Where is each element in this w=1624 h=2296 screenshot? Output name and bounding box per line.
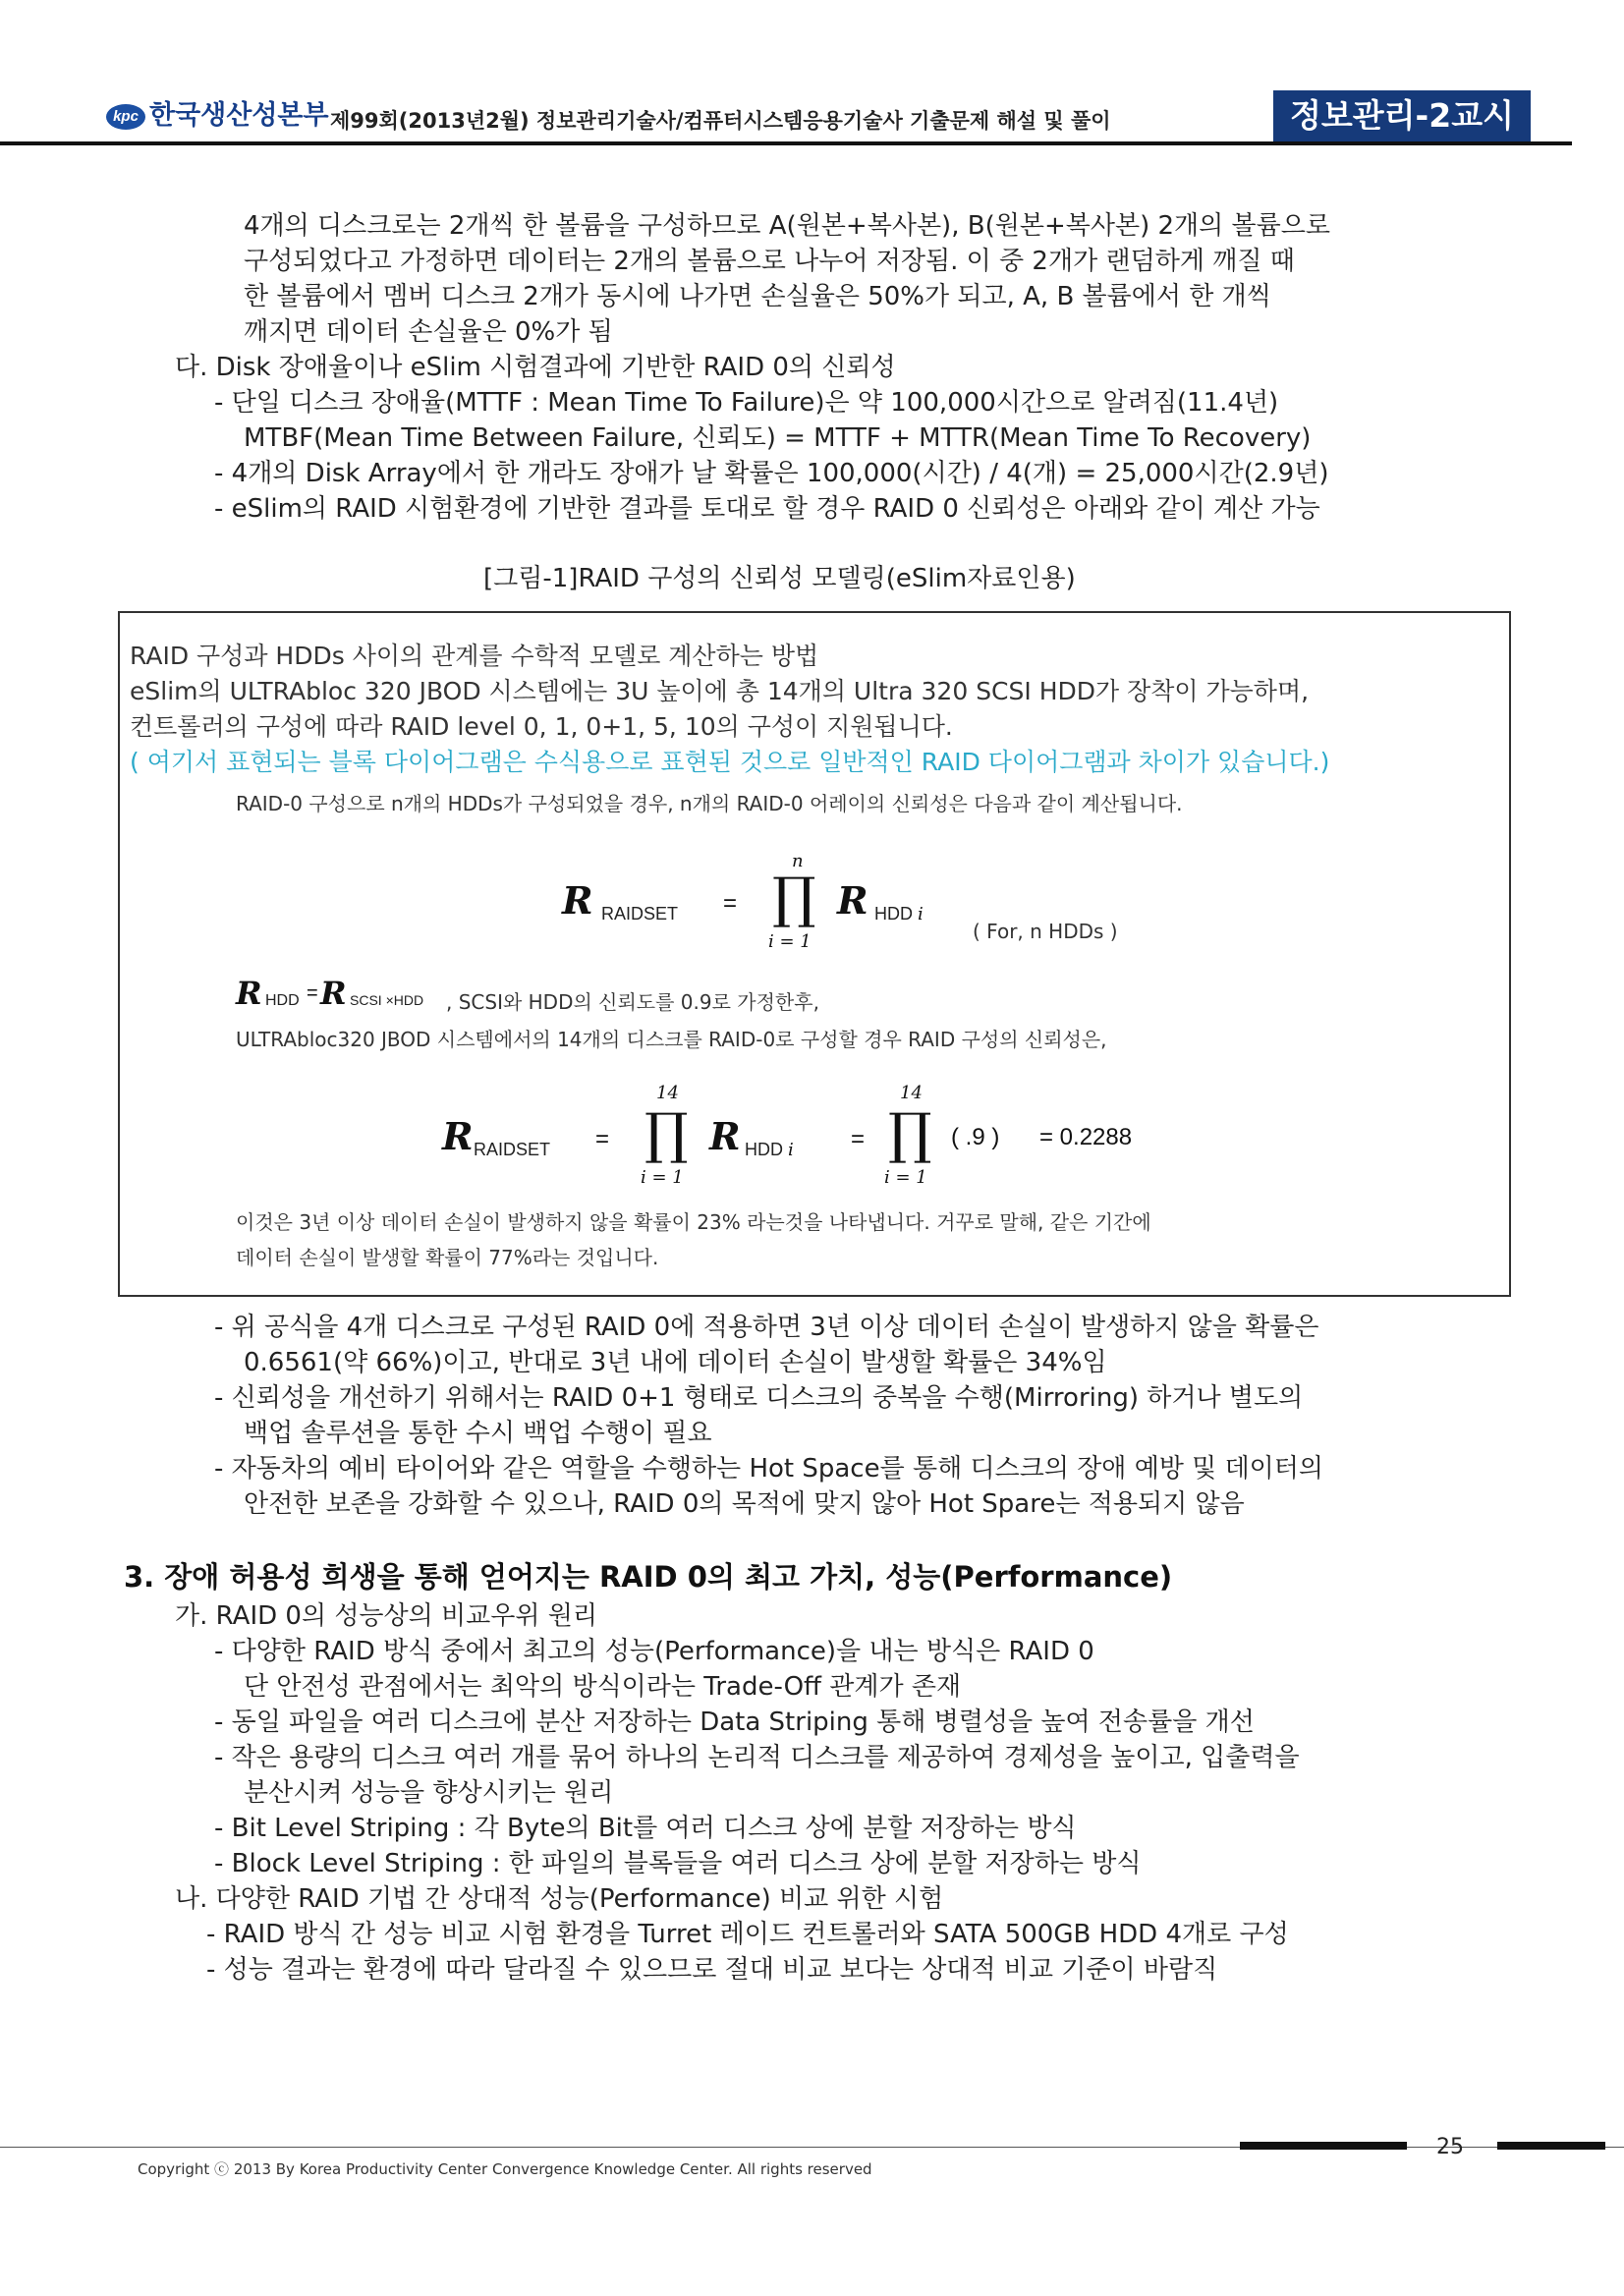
formula-equals: = — [595, 1126, 610, 1152]
section-heading-da: 다. Disk 장애율이나 eSlim 시험결과에 기반한 RAID 0의 신뢰성 — [175, 353, 896, 382]
figure-line: 컨트롤러의 구성에 따라 RAID level 0, 1, 0+1, 5, 10의 구성이 지원됩니다. — [130, 712, 953, 741]
formula-symbol: R — [709, 1114, 741, 1158]
header-divider — [0, 141, 1572, 145]
formula-subscript: HDD — [745, 1140, 783, 1159]
formula-result: = 0.2288 — [1039, 1124, 1133, 1150]
formula-upper-limit: 14 — [900, 1083, 923, 1103]
body-line: 깨지면 데이터 손실율은 0%가 됨 — [244, 317, 613, 347]
figure-line: 데이터 손실이 발생할 확률이 77%라는 것입니다. — [236, 1246, 659, 1269]
list-item: - 신뢰성을 개선하기 위해서는 RAID 0+1 형태로 디스크의 중복을 수행(Mirroring) 하거나 별도의 — [214, 1383, 1304, 1413]
logo-text: 한국생산성본부 — [149, 100, 329, 131]
list-item: - 4개의 Disk Array에서 한 개라도 장애가 날 확률은 100,000(시간) / 4(개) = 25,000시간(2.9년) — [214, 459, 1329, 488]
list-item: - 성능 결과는 환경에 따라 달라질 수 있으므로 절대 비교 보다는 상대적 비교 기준이 바람직 — [206, 1955, 1218, 1985]
list-item: - 작은 용량의 디스크 여러 개를 묶어 하나의 논리적 디스크를 제공하여 경제성을 높이고, 입출력을 — [214, 1743, 1300, 1772]
formula-symbol: R — [320, 975, 347, 1012]
formula-lower-limit: i = 1 — [641, 1167, 684, 1188]
formula-subscript: SCSI ×HDD — [350, 992, 424, 1008]
formula-lower-limit: i = 1 — [884, 1167, 927, 1188]
formula-upper-limit: 14 — [656, 1083, 679, 1103]
formula-note: ( For, n HDDs ) — [973, 920, 1118, 943]
section-heading-ga: 가. RAID 0의 성능상의 비교우위 원리 — [175, 1601, 598, 1631]
formula-symbol: R — [236, 975, 262, 1012]
footer-bar — [1240, 2142, 1407, 2150]
formula-symbol: R — [442, 1114, 474, 1158]
product-symbol: ∏ — [772, 867, 816, 930]
list-item: - Block Level Striping : 한 파일의 블록들을 여러 디스크 상에 분할 저장하는 방식 — [214, 1849, 1142, 1878]
list-item: - Bit Level Striping : 각 Byte의 Bit를 여러 디스크 상에 분할 저장하는 방식 — [214, 1814, 1077, 1843]
figure-line: RAID 구성과 HDDs 사이의 관계를 수학적 모델로 계산하는 방법 — [130, 642, 819, 670]
body-line: 한 볼륨에서 멤버 디스크 2개가 동시에 나가면 손실율은 50%가 되고, A, B 볼륨에서 한 개씩 — [244, 282, 1271, 311]
body-line: 구성되었다고 가정하면 데이터는 2개의 볼륨으로 나누어 저장됨. 이 중 2개가 랜덤하게 깨질 때 — [244, 247, 1295, 276]
list-item: - RAID 방식 간 성능 비교 시험 환경을 Turret 레이드 컨트롤러와 SATA 500GB HDD 4개로 구성 — [206, 1920, 1289, 1949]
list-item: - 다양한 RAID 방식 중에서 최고의 성능(Performance)을 내는 방식은 RAID 0 — [214, 1637, 1094, 1666]
figure-line: RAID-0 구성으로 n개의 HDDs가 구성되었을 경우, n개의 RAID-0 어레이의 신뢰성은 다음과 같이 계산됩니다. — [236, 792, 1183, 815]
formula-subscript: HDD — [874, 904, 913, 924]
list-item: 안전한 보존을 강화할 수 있으나, RAID 0의 목적에 맞지 않아 Hot Spare는 적용되지 않음 — [244, 1489, 1245, 1519]
list-item: - eSlim의 RAID 시험환경에 기반한 결과를 토대로 할 경우 RAID 0 신뢰성은 아래와 같이 계산 가능 — [214, 494, 1320, 524]
formula-subscript: i — [788, 1140, 794, 1160]
formula-symbol: R — [562, 878, 593, 923]
raid-figure — [118, 611, 1511, 1297]
copyright: Copyright ⓒ 2013 By Korea Productivity Center Convergence Knowledge Center. All rights reserved — [138, 2160, 872, 2178]
formula-upper-limit: n — [792, 851, 804, 871]
product-symbol: ∏ — [644, 1102, 689, 1166]
formula-subscript: i — [918, 904, 924, 924]
figure-caption: [그림-1]RAID 구성의 신뢰성 모델링(eSlim자료인용) — [483, 564, 1076, 593]
figure-line: 이것은 3년 이상 데이터 손실이 발생하지 않을 확률이 23% 라는것을 나타냅니다. 거꾸로 말해, 같은 기간에 — [236, 1210, 1151, 1234]
section-heading-na: 나. 다양한 RAID 기법 간 상대적 성능(Performance) 비교 위한 시험 — [175, 1884, 944, 1914]
kpc-logo-icon: kpc — [106, 104, 145, 130]
figure-line: eSlim의 ULTRAbloc 320 JBOD 시스템에는 3U 높이에 총 14개의 Ultra 320 SCSI HDD가 장착이 가능하며, — [130, 677, 1310, 705]
formula-symbol: R — [837, 878, 868, 923]
list-item: 백업 솔루션을 통한 수시 백업 수행이 필요 — [244, 1419, 712, 1448]
figure-line: ULTRAbloc320 JBOD 시스템에서의 14개의 디스크를 RAID-0로 구성할 경우 RAID 구성의 신뢰성은, — [236, 1028, 1107, 1051]
formula-lower-limit: i = 1 — [768, 931, 812, 952]
list-item: MTBF(Mean Time Between Failure, 신뢰도) = MTTF + MTTR(Mean Time To Recovery) — [244, 423, 1312, 453]
list-item: - 동일 파일을 여러 디스크에 분산 저장하는 Data Striping 통해 병렬성을 높여 전송률을 개선 — [214, 1708, 1255, 1737]
list-item: 0.6561(약 66%)이고, 반대로 3년 내에 데이터 손실이 발생할 확률은 34%임 — [244, 1348, 1107, 1377]
formula-subscript: RAIDSET — [474, 1140, 551, 1159]
list-item: 분산시켜 성능을 향상시키는 원리 — [244, 1778, 614, 1808]
figure-note: ( 여기서 표현되는 블록 다이어그램은 수식용으로 표현된 것으로 일반적인 RAID 다이어그램과 차이가 있습니다.) — [130, 748, 1330, 776]
formula-equals: = — [307, 982, 318, 1004]
formula-equals: = — [851, 1126, 866, 1152]
list-item: - 단일 디스크 장애율(MTTF : Mean Time To Failure)은 약 100,000시간으로 알려짐(11.4년) — [214, 388, 1279, 418]
header-title: 제99회(2013년2월) 정보관리기술사/컴퓨터시스템응용기술사 기출문제 해설 및 풀이 — [330, 109, 1111, 133]
list-item: 단 안전성 관점에서는 최악의 방식이라는 Trade-Off 관계가 존재 — [244, 1672, 962, 1702]
list-item: - 자동차의 예비 타이어와 같은 역할을 수행하는 Hot Space를 통해 디스크의 장애 예방 및 데이터의 — [214, 1454, 1324, 1484]
formula-equals: = — [723, 890, 738, 917]
body-line: 4개의 디스크로는 2개씩 한 볼륨을 구성하므로 A(원본+복사본), B(원본+복사본) 2개의 볼륨으로 — [244, 211, 1330, 241]
section-title: 3. 장애 허용성 희생을 통해 얻어지는 RAID 0의 최고 가치, 성능(Performance) — [124, 1560, 1173, 1594]
footer-bar — [1497, 2142, 1605, 2150]
figure-line: , SCSI와 HDD의 신뢰도를 0.9로 가정한후, — [446, 990, 819, 1014]
formula-subscript: HDD — [265, 992, 300, 1009]
page-number: 25 — [1436, 2135, 1464, 2159]
list-item: - 위 공식을 4개 디스크로 구성된 RAID 0에 적용하면 3년 이상 데이터 손실이 발생하지 않을 확률은 — [214, 1313, 1319, 1342]
formula-subscript: RAIDSET — [601, 904, 679, 924]
formula-factor: ( .9 ) — [951, 1124, 1000, 1150]
session-badge: 정보관리-2교시 — [1273, 90, 1531, 141]
product-symbol: ∏ — [888, 1102, 932, 1166]
